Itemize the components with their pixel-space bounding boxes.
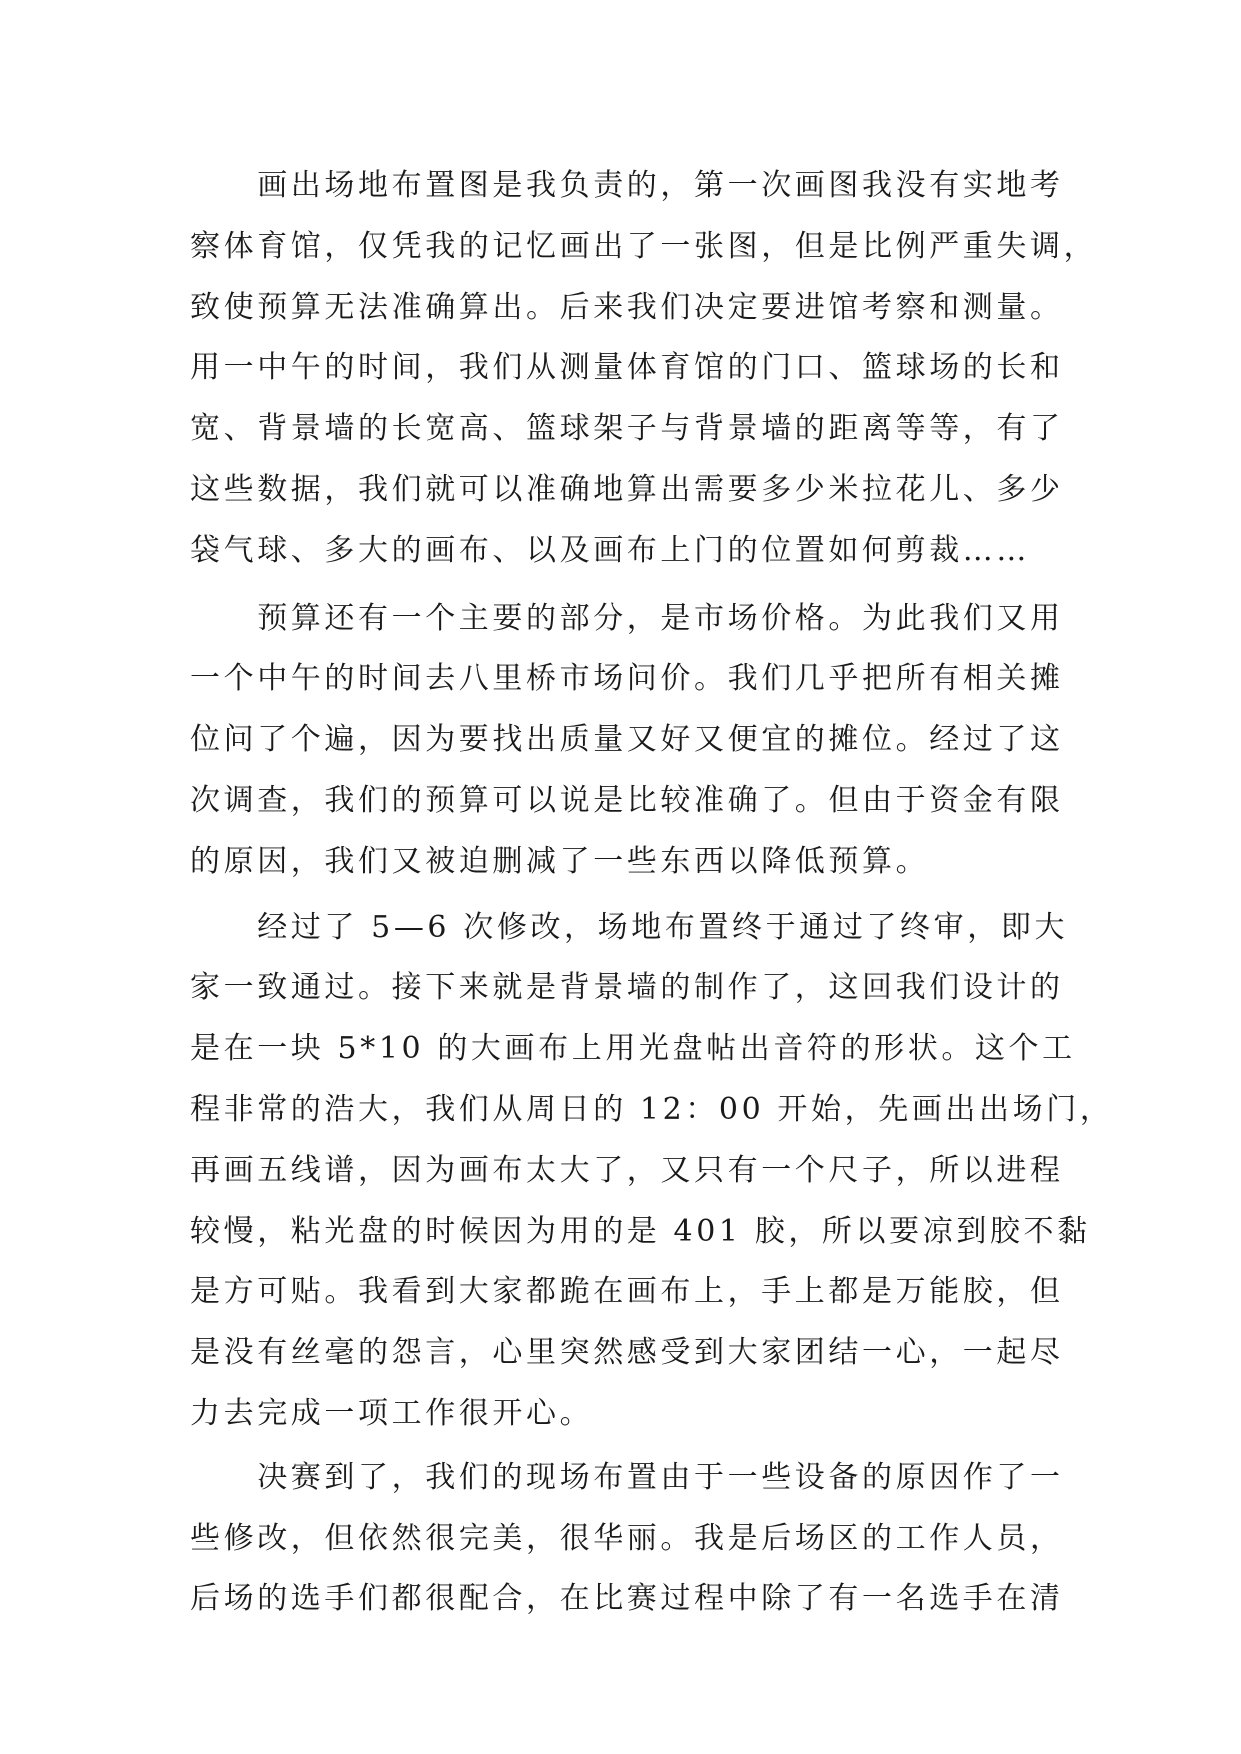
text-line: 这些数据，我们就可以准确地算出需要多少米拉花儿、多少 xyxy=(190,471,1064,507)
text-line: 是方可贴。我看到大家都跪在画布上，手上都是万能胶，但 xyxy=(190,1274,1064,1310)
text-line: 较慢，粘光盘的时候因为用的是 401 胶，所以要凉到胶不黏 xyxy=(190,1213,1091,1249)
text-line: 致使预算无法准确算出。后来我们决定要进馆考察和测量。 xyxy=(190,289,1064,325)
body-text xyxy=(190,156,1114,1630)
text-line: 的原因，我们又被迫删减了一些东西以降低预算。 xyxy=(190,843,930,879)
text-line: 宽、背景墙的长宽高、篮球架子与背景墙的距离等等，有了 xyxy=(190,411,1064,447)
text-line: 一个中午的时间去八里桥市场问价。我们几乎把所有相关摊 xyxy=(190,661,1064,697)
text-line: 些修改，但依然很完美，很华丽。我是后场区的工作人员， xyxy=(190,1520,1064,1556)
text-line: 决赛到了，我们的现场布置由于一些设备的原因作了一 xyxy=(190,1459,1064,1495)
text-line: 预算还有一个主要的部分，是市场价格。为此我们又用 xyxy=(190,600,1064,636)
text-line: 经过了 5—6 次修改，场地布置终于通过了终审，即大 xyxy=(190,909,1069,945)
text-line: 再画五线谱，因为画布太大了，又只有一个尺子，所以进程 xyxy=(190,1152,1064,1188)
text-line: 力去完成一项工作很开心。 xyxy=(190,1395,594,1431)
text-line: 察体育馆，仅凭我的记忆画出了一张图，但是比例严重失调， xyxy=(190,228,1098,264)
text-line: 次调查，我们的预算可以说是比较准确了。但由于资金有限 xyxy=(190,782,1064,818)
text-line: 是在一块 5*10 的大画布上用光盘帖出音符的形状。这个工 xyxy=(190,1031,1076,1067)
text-line: 袋气球、多大的画布、以及画布上门的位置如何剪裁…… xyxy=(190,532,1030,568)
text-line: 画出场地布置图是我负责的，第一次画图我没有实地考 xyxy=(190,168,1064,203)
text-line: 用一中午的时间，我们从测量体育馆的门口、篮球场的长和 xyxy=(190,350,1064,386)
text-line: 家一致通过。接下来就是背景墙的制作了，这回我们设计的 xyxy=(190,970,1064,1006)
text-line: 是没有丝毫的怨言，心里突然感受到大家团结一心，一起尽 xyxy=(190,1335,1064,1371)
text-line: 后场的选手们都很配合，在比赛过程中除了有一名选手在清 xyxy=(190,1581,1064,1617)
text-line: 位问了个遍，因为要找出质量又好又便宜的摊位。经过了这 xyxy=(190,722,1064,758)
text-line: 程非常的浩大，我们从周日的 12：00 开始，先画出出场门， xyxy=(190,1091,1114,1127)
